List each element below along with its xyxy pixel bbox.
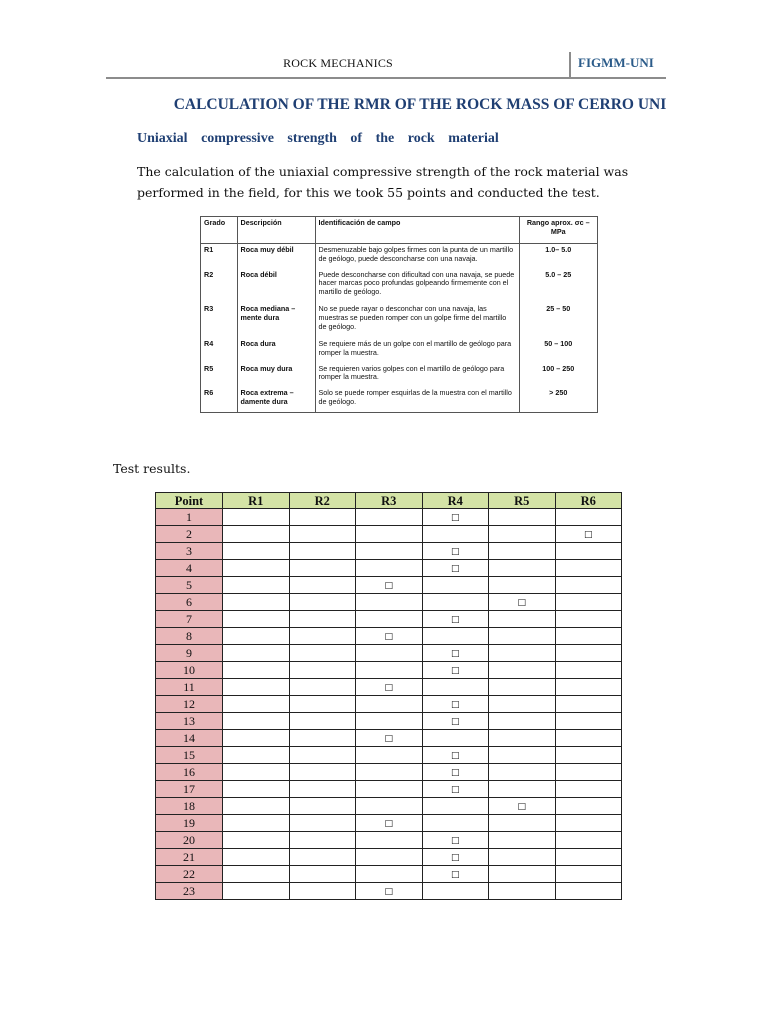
- cell-r1: [223, 662, 290, 679]
- checkbox-mark-icon: □: [450, 615, 460, 625]
- cell-r2: [289, 696, 356, 713]
- checkbox-mark-icon: □: [583, 530, 593, 540]
- checkbox-mark-icon: □: [450, 836, 460, 846]
- cell-r3: [356, 628, 423, 645]
- grade-cell-range: 100 – 250: [542, 363, 575, 373]
- grade-header-identificacion: Identificación de campo: [315, 217, 519, 244]
- cell-r6: [555, 543, 622, 560]
- grade-cell-desc: Roca muy dura: [237, 363, 315, 388]
- grade-cell-desc: Roca extrema – damente dura: [237, 387, 315, 412]
- checkbox-mark-icon: □: [450, 853, 460, 863]
- cell-r1: [223, 781, 290, 798]
- cell-r2: [289, 713, 356, 730]
- grade-header-grado: Grado: [201, 217, 237, 244]
- checkbox-mark-icon: □: [450, 768, 460, 778]
- point-number: 2: [156, 526, 223, 543]
- cell-r1: [223, 849, 290, 866]
- cell-r2: [289, 543, 356, 560]
- cell-r4: [422, 526, 489, 543]
- checkbox-mark-icon: □: [517, 802, 526, 812]
- cell-r3: [356, 594, 423, 611]
- checkbox-mark-icon: □: [450, 751, 460, 761]
- cell-r6: [555, 696, 622, 713]
- table-row: [156, 798, 622, 815]
- checkbox-mark-icon: □: [384, 734, 393, 744]
- results-header-r3: R3: [356, 493, 423, 509]
- point-number: 19: [156, 815, 223, 832]
- grade-row: [201, 303, 597, 338]
- table-row: [156, 696, 622, 713]
- point-number: 8: [156, 628, 223, 645]
- cell-r5: [489, 543, 556, 560]
- cell-r5: [489, 696, 556, 713]
- cell-r5: [489, 526, 556, 543]
- cell-r4: [422, 628, 489, 645]
- cell-r6: [555, 645, 622, 662]
- grade-cell-id: No se puede rayar o desconchar con una navaja, las muestras se pueden romper con un golpe firme del martillo de geólogo.: [315, 303, 519, 338]
- cell-r4: [422, 679, 489, 696]
- point-number: 16: [156, 764, 223, 781]
- table-row: [156, 543, 622, 560]
- grade-cell-desc: Roca débil: [237, 269, 315, 304]
- point-number: 17: [156, 781, 223, 798]
- checkbox-mark-icon: □: [384, 581, 393, 591]
- cell-r4: [422, 543, 489, 560]
- cell-r3: [356, 577, 423, 594]
- header-course-title: ROCK MECHANICS: [283, 56, 393, 70]
- point-number: 5: [156, 577, 223, 594]
- cell-r1: [223, 611, 290, 628]
- cell-r6: [555, 594, 622, 611]
- header-institution: FIGMM-UNI: [578, 55, 654, 70]
- grade-row: [201, 387, 597, 412]
- cell-r2: [289, 611, 356, 628]
- grade-cell-id: Solo se puede romper esquirlas de la muestra con el martillo de geólogo.: [315, 387, 519, 412]
- cell-r2: [289, 594, 356, 611]
- cell-r6: [555, 713, 622, 730]
- table-row: [156, 781, 622, 798]
- cell-r2: [289, 560, 356, 577]
- cell-r1: [223, 679, 290, 696]
- checkbox-mark-icon: □: [450, 547, 460, 557]
- cell-r2: [289, 679, 356, 696]
- table-row: [156, 560, 622, 577]
- cell-r2: [289, 781, 356, 798]
- cell-r5: [489, 798, 556, 815]
- grade-cell-range: 50 – 100: [544, 339, 573, 349]
- results-header-r2: R2: [289, 493, 356, 509]
- grade-cell-grade: R6: [201, 387, 237, 412]
- table-row: [156, 526, 622, 543]
- checkbox-mark-icon: □: [450, 700, 460, 710]
- table-row: [156, 832, 622, 849]
- point-number: 9: [156, 645, 223, 662]
- grade-cell-desc: Roca mediana – mente dura: [237, 303, 315, 338]
- cell-r3: [356, 815, 423, 832]
- point-number: 18: [156, 798, 223, 815]
- table-row: [156, 713, 622, 730]
- cell-r3: [356, 611, 423, 628]
- results-header-r5: R5: [489, 493, 556, 509]
- grade-row: [201, 244, 597, 269]
- cell-r5: [489, 815, 556, 832]
- cell-r2: [289, 628, 356, 645]
- cell-r2: [289, 526, 356, 543]
- grade-cell-desc: Roca dura: [237, 338, 315, 363]
- point-number: 7: [156, 611, 223, 628]
- cell-r5: [489, 645, 556, 662]
- cell-r6: [555, 577, 622, 594]
- checkbox-mark-icon: □: [450, 717, 460, 727]
- cell-r1: [223, 526, 290, 543]
- cell-r5: [489, 832, 556, 849]
- table-row: [156, 883, 622, 900]
- cell-r3: [356, 543, 423, 560]
- cell-r1: [223, 577, 290, 594]
- grade-cell-id: Desmenuzable bajo golpes firmes con la punta de un martillo de geólogo, puede desconcharse con una navaja.: [315, 244, 519, 269]
- cell-r4: [422, 781, 489, 798]
- checkbox-mark-icon: □: [384, 887, 393, 897]
- header-rule: [106, 77, 666, 79]
- table-row: [156, 509, 622, 526]
- cell-r5: [489, 883, 556, 900]
- results-header-r1: R1: [223, 493, 290, 509]
- point-number: 4: [156, 560, 223, 577]
- cell-r6: [555, 832, 622, 849]
- cell-r1: [223, 815, 290, 832]
- cell-r3: [356, 764, 423, 781]
- cell-r2: [289, 764, 356, 781]
- grade-header-descripcion: Descripción: [237, 217, 315, 244]
- cell-r4: [422, 747, 489, 764]
- cell-r5: [489, 560, 556, 577]
- table-row: [156, 679, 622, 696]
- cell-r5: [489, 713, 556, 730]
- checkbox-mark-icon: □: [384, 819, 393, 829]
- cell-r1: [223, 628, 290, 645]
- cell-r2: [289, 849, 356, 866]
- cell-r6: [555, 849, 622, 866]
- cell-r1: [223, 730, 290, 747]
- table-row: [156, 764, 622, 781]
- cell-r1: [223, 798, 290, 815]
- cell-r4: [422, 883, 489, 900]
- cell-r4: [422, 849, 489, 866]
- cell-r6: [555, 560, 622, 577]
- table-row: [156, 662, 622, 679]
- cell-r6: [555, 679, 622, 696]
- cell-r5: [489, 747, 556, 764]
- table-row: [156, 866, 622, 883]
- grade-cell-grade: R1: [201, 244, 237, 269]
- grade-row: [201, 338, 597, 363]
- table-row: [156, 594, 622, 611]
- cell-r6: [555, 764, 622, 781]
- cell-r1: [223, 543, 290, 560]
- cell-r6: [555, 509, 622, 526]
- results-label: Test results.: [113, 461, 191, 476]
- cell-r5: [489, 628, 556, 645]
- cell-r3: [356, 832, 423, 849]
- table-row: [156, 611, 622, 628]
- cell-r2: [289, 747, 356, 764]
- point-number: 10: [156, 662, 223, 679]
- cell-r4: [422, 832, 489, 849]
- cell-r5: [489, 781, 556, 798]
- point-number: 3: [156, 543, 223, 560]
- page-title: CALCULATION OF THE RMR OF THE ROCK MASS OF CERRO UNI: [173, 96, 667, 113]
- cell-r3: [356, 730, 423, 747]
- cell-r1: [223, 747, 290, 764]
- cell-r2: [289, 730, 356, 747]
- point-number: 23: [156, 883, 223, 900]
- results-header-r6: R6: [555, 493, 622, 509]
- cell-r4: [422, 560, 489, 577]
- grade-cell-grade: R5: [201, 363, 237, 388]
- cell-r6: [555, 730, 622, 747]
- checkbox-mark-icon: □: [450, 666, 460, 676]
- cell-r5: [489, 611, 556, 628]
- grade-header-rango: Rango aprox. σc – MPa: [519, 217, 597, 244]
- cell-r3: [356, 866, 423, 883]
- cell-r2: [289, 866, 356, 883]
- cell-r6: [555, 526, 622, 543]
- grade-cell-grade: R2: [201, 269, 237, 304]
- cell-r2: [289, 577, 356, 594]
- cell-r5: [489, 730, 556, 747]
- cell-r1: [223, 509, 290, 526]
- checkbox-mark-icon: □: [450, 785, 460, 795]
- grade-cell-id: Se requieren varios golpes con el martillo de geólogo para romper la muestra.: [315, 363, 519, 388]
- grade-cell-id: Puede desconcharse con dificultad con una navaja, se puede hacer marcas poco profundas golpeando firmemente con el martillo de geólogo.: [315, 269, 519, 304]
- cell-r1: [223, 866, 290, 883]
- point-number: 12: [156, 696, 223, 713]
- cell-r5: [489, 577, 556, 594]
- cell-r6: [555, 611, 622, 628]
- cell-r2: [289, 645, 356, 662]
- table-row: [156, 815, 622, 832]
- cell-r4: [422, 645, 489, 662]
- point-number: 22: [156, 866, 223, 883]
- checkbox-mark-icon: □: [384, 683, 393, 693]
- table-row: [156, 577, 622, 594]
- cell-r3: [356, 509, 423, 526]
- point-number: 11: [156, 679, 223, 696]
- table-row: [156, 730, 622, 747]
- cell-r2: [289, 509, 356, 526]
- grade-cell-range: 25 – 50: [546, 304, 571, 314]
- cell-r4: [422, 662, 489, 679]
- cell-r2: [289, 883, 356, 900]
- cell-r6: [555, 866, 622, 883]
- checkbox-mark-icon: □: [450, 649, 460, 659]
- cell-r6: [555, 781, 622, 798]
- cell-r3: [356, 883, 423, 900]
- table-row: [156, 849, 622, 866]
- grade-cell-range: 1.0– 5.0: [545, 245, 572, 254]
- intro-paragraph: The calculation of the uniaxial compressive strength of the rock material was performed in the field, for this we took 55 points and conducted the test.: [137, 164, 629, 200]
- cell-r3: [356, 679, 423, 696]
- cell-r5: [489, 662, 556, 679]
- grade-row: [201, 363, 597, 388]
- cell-r1: [223, 713, 290, 730]
- cell-r5: [489, 866, 556, 883]
- cell-r6: [555, 815, 622, 832]
- cell-r4: [422, 815, 489, 832]
- point-number: 15: [156, 747, 223, 764]
- header-divider: [569, 52, 571, 79]
- table-row: [156, 628, 622, 645]
- cell-r5: [489, 764, 556, 781]
- cell-r6: [555, 798, 622, 815]
- cell-r3: [356, 560, 423, 577]
- cell-r1: [223, 645, 290, 662]
- grade-cell-range: 5.0 – 25: [545, 269, 572, 279]
- cell-r2: [289, 798, 356, 815]
- table-row: [156, 747, 622, 764]
- cell-r6: [555, 883, 622, 900]
- section-subtitle: Uniaxial compressive strength of the rock material: [137, 131, 499, 146]
- checkbox-mark-icon: □: [517, 598, 526, 608]
- cell-r4: [422, 696, 489, 713]
- cell-r5: [489, 594, 556, 611]
- checkbox-mark-icon: □: [450, 870, 460, 880]
- cell-r4: [422, 798, 489, 815]
- cell-r1: [223, 883, 290, 900]
- cell-r3: [356, 713, 423, 730]
- cell-r3: [356, 747, 423, 764]
- checkbox-mark-icon: □: [450, 513, 460, 523]
- cell-r3: [356, 849, 423, 866]
- cell-r1: [223, 560, 290, 577]
- cell-r1: [223, 764, 290, 781]
- cell-r6: [555, 747, 622, 764]
- cell-r6: [555, 662, 622, 679]
- cell-r6: [555, 628, 622, 645]
- cell-r4: [422, 611, 489, 628]
- grade-row: [201, 269, 597, 304]
- cell-r4: [422, 764, 489, 781]
- table-row: [156, 645, 622, 662]
- checkbox-mark-icon: □: [384, 632, 393, 642]
- cell-r3: [356, 798, 423, 815]
- cell-r5: [489, 679, 556, 696]
- point-number: 20: [156, 832, 223, 849]
- point-number: 1: [156, 509, 223, 526]
- cell-r3: [356, 645, 423, 662]
- point-number: 14: [156, 730, 223, 747]
- cell-r1: [223, 594, 290, 611]
- cell-r5: [489, 509, 556, 526]
- cell-r3: [356, 781, 423, 798]
- cell-r3: [356, 696, 423, 713]
- cell-r2: [289, 662, 356, 679]
- cell-r3: [356, 662, 423, 679]
- grade-reference-table: [200, 216, 598, 413]
- cell-r4: [422, 866, 489, 883]
- results-header-point: Point: [156, 493, 223, 509]
- point-number: 6: [156, 594, 223, 611]
- cell-r1: [223, 696, 290, 713]
- point-number: 21: [156, 849, 223, 866]
- grade-cell-grade: R3: [201, 303, 237, 338]
- cell-r3: [356, 526, 423, 543]
- results-table: [155, 492, 622, 900]
- point-number: 13: [156, 713, 223, 730]
- cell-r2: [289, 815, 356, 832]
- cell-r4: [422, 577, 489, 594]
- cell-r5: [489, 849, 556, 866]
- cell-r4: [422, 713, 489, 730]
- results-header-r4: R4: [422, 493, 489, 509]
- cell-r4: [422, 509, 489, 526]
- cell-r1: [223, 832, 290, 849]
- grade-cell-range: > 250: [549, 388, 568, 398]
- cell-r2: [289, 832, 356, 849]
- grade-cell-desc: Roca muy débil: [237, 244, 315, 269]
- grade-cell-grade: R4: [201, 338, 237, 363]
- grade-cell-id: Se requiere más de un golpe con el martillo de geólogo para romper la muestra.: [315, 338, 519, 363]
- cell-r4: [422, 730, 489, 747]
- cell-r4: [422, 594, 489, 611]
- checkbox-mark-icon: □: [450, 564, 460, 574]
